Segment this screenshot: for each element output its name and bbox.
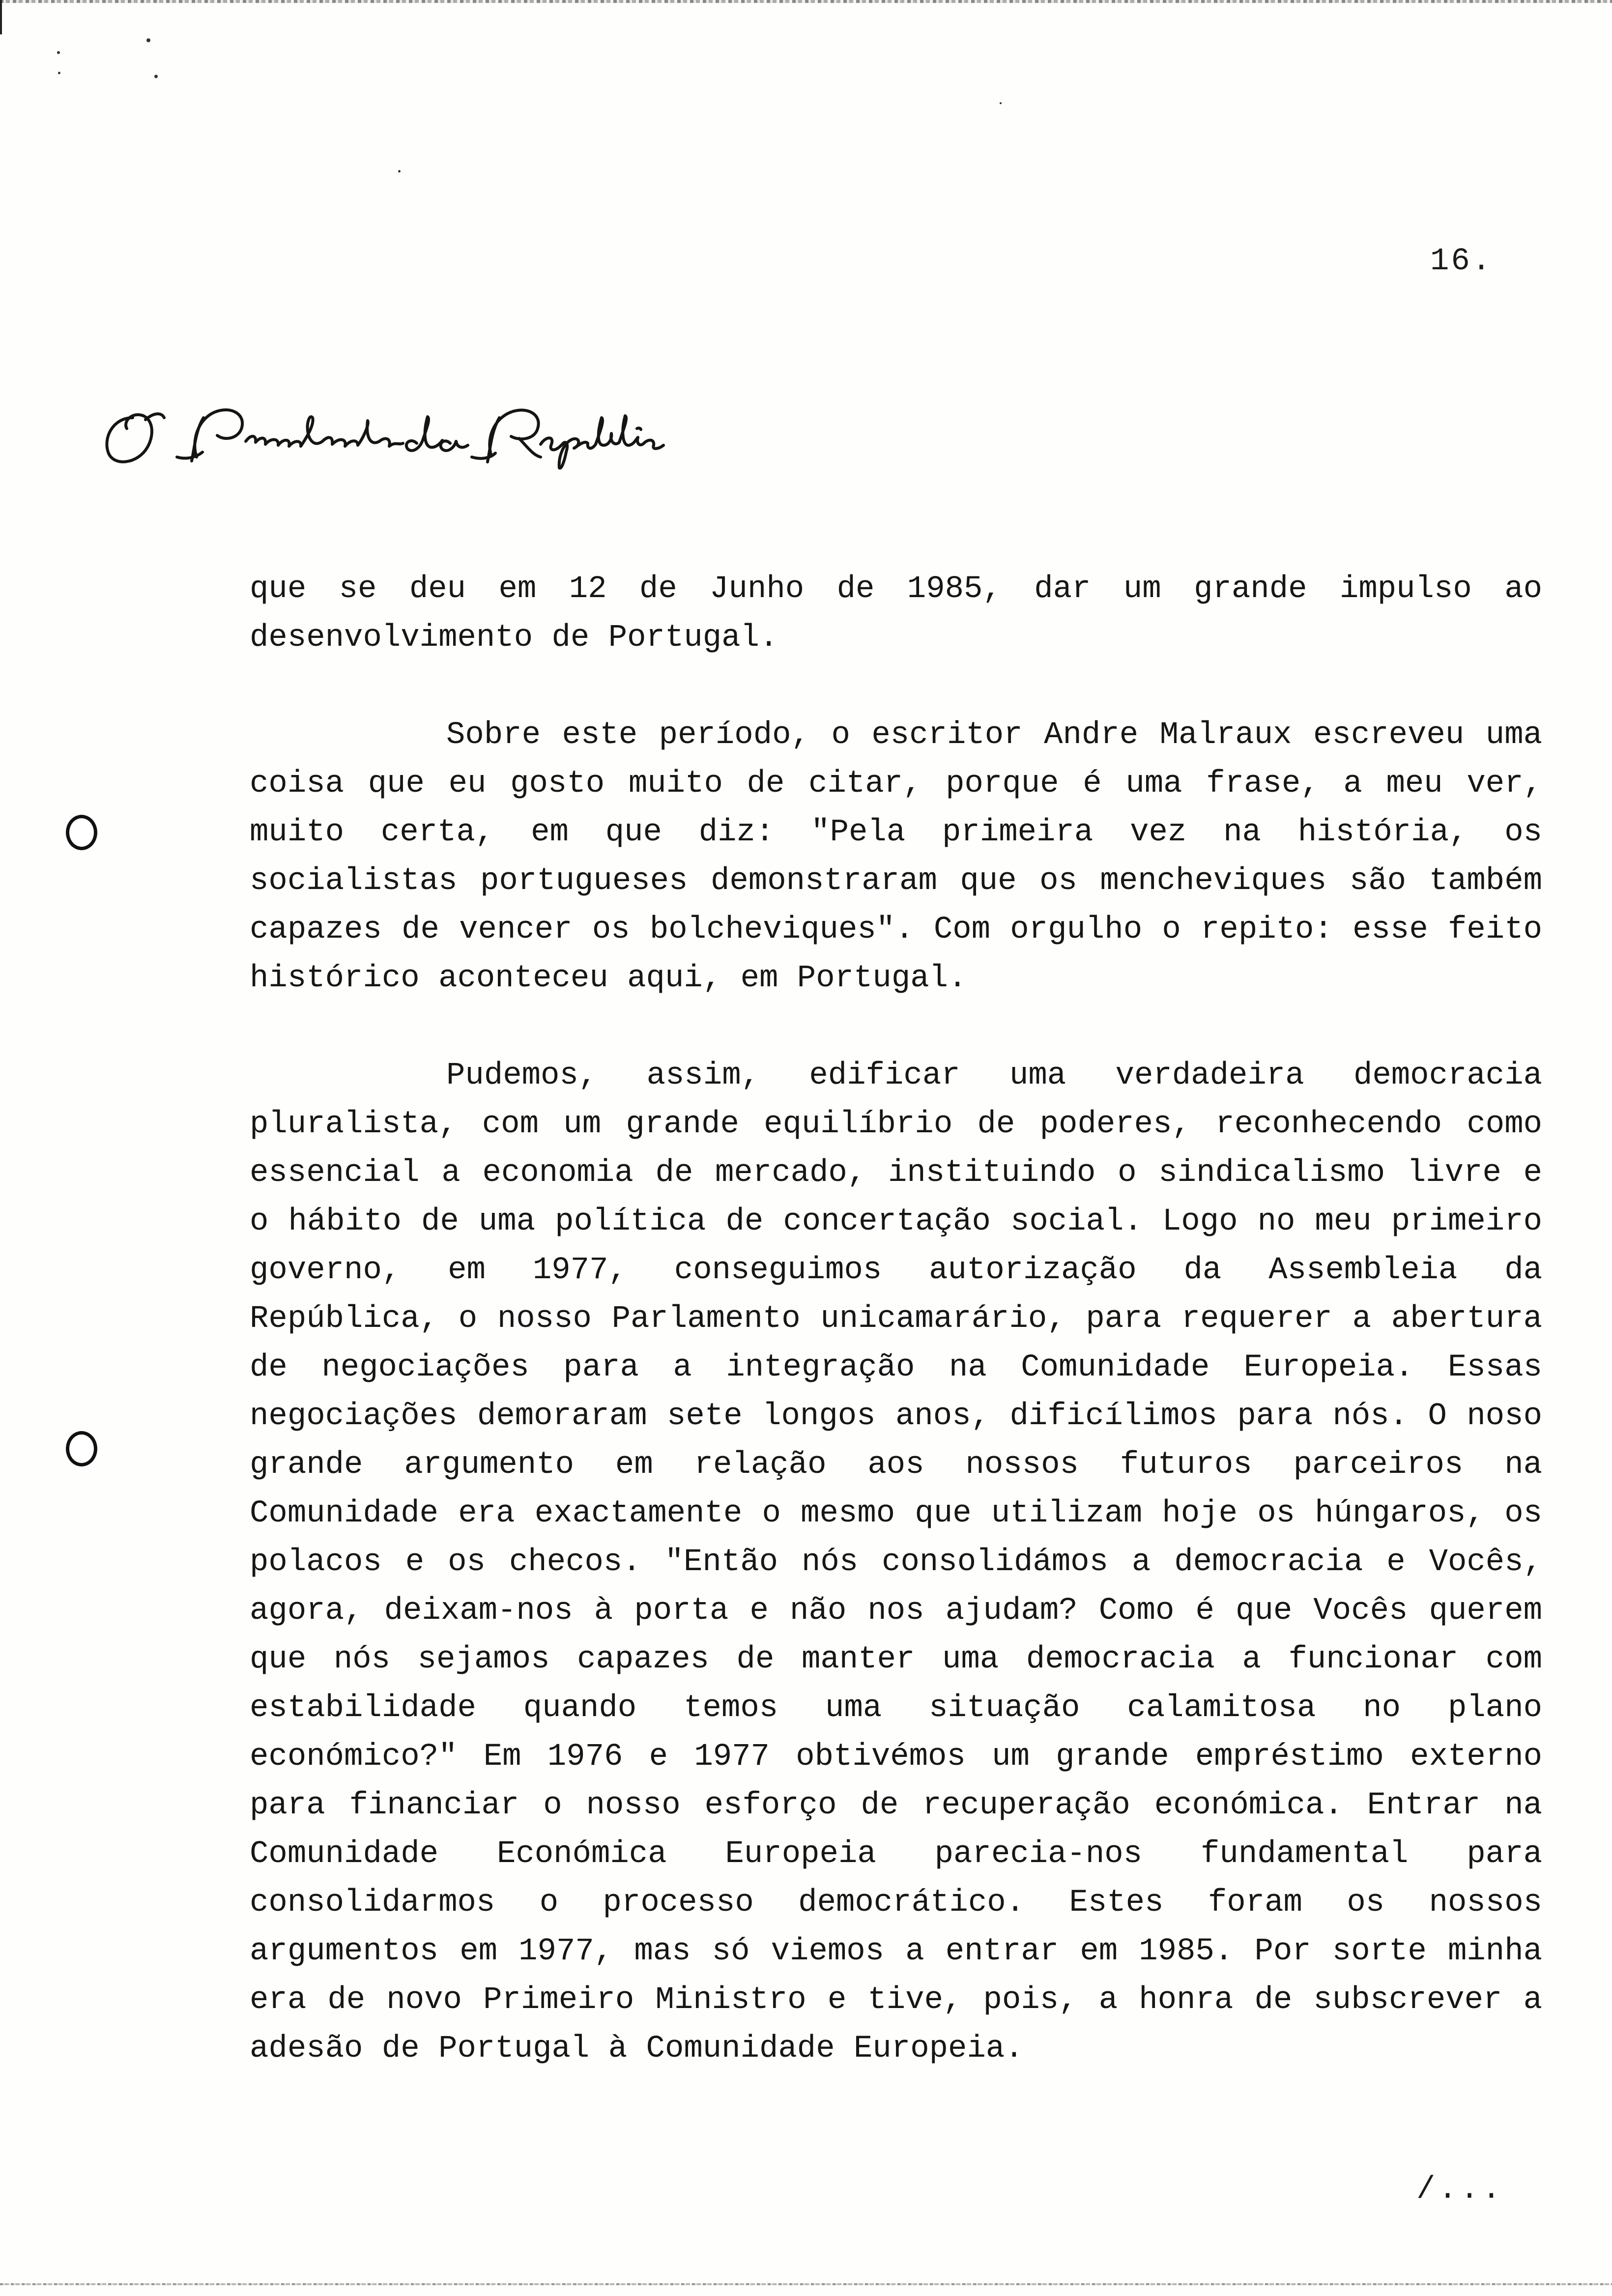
punch-hole-lower bbox=[66, 1431, 97, 1466]
page-number: 16. bbox=[1430, 244, 1493, 279]
scan-speck bbox=[154, 75, 158, 78]
punch-hole-upper bbox=[66, 815, 97, 850]
scan-speck bbox=[57, 51, 60, 54]
scan-speck bbox=[1000, 102, 1002, 104]
scan-left-edge bbox=[0, 0, 2, 34]
letterhead-script-image bbox=[98, 383, 678, 472]
scan-speck bbox=[146, 38, 150, 42]
continuation-mark: /... bbox=[1416, 2172, 1504, 2208]
letter-body bbox=[250, 565, 1542, 2073]
letterhead-signature bbox=[98, 383, 678, 472]
scan-top-edge bbox=[0, 0, 1612, 3]
scan-speck bbox=[398, 170, 401, 172]
paragraph-european-integration: Pudemos, assim, edificar uma verdadeira democracia pluralista, com um grande equilíbrio de poderes, reconhecendo como essencial a economia de mercado, instituindo o sindicalismo livre e o hábito de uma política de concertação social. Logo no meu primeiro governo, em 1977, conseguimos autorização da Assembleia da República, o nosso Parlamento unicamarário, para requerer a abertura de negociações para a integração na Comunidade Europeia. Essas negociações demoraram sete longos anos, dificílimos para nós. O noso grande argumento em relação aos nossos futuros parceiros na Comunidade era exactamente o mesmo que utilizam hoje os húngaros, os polacos e os checos. "Então nós consolidámos a democracia e Vocês, agora, deixam-nos à porta e não nos ajudam? Como é que Vocês querem que nós sejamos capazes de manter uma democracia a funcionar com estabilidade quando temos uma situação calamitosa no plano económico?" Em 1976 e 1977 obtivémos um grande empréstimo externo para financiar o nosso esforço de recuperação económica. Entrar na Comunidade Económica Europeia parecia-nos fundamental para consolidarmos o processo democrático. Estes foram os nossos argumentos em 1977, mas só viemos a entrar em 1985. Por sorte minha era de novo Primeiro Ministro e tive, pois, a honra de subscrever a adesão de Portugal à Comunidade Europeia. bbox=[250, 1058, 1542, 2066]
scan-bottom-edge bbox=[0, 2283, 1612, 2285]
paragraph-continuation: que se deu em 12 de Junho de 1985, dar um grande impulso ao desenvolvimento de Portugal. bbox=[250, 572, 1542, 656]
scan-speck bbox=[58, 72, 60, 74]
paragraph-malraux-quote: Sobre este período, o escritor Andre Malraux escreveu uma coisa que eu gosto muito de citar, porque é uma frase, a meu ver, muito certa, em que diz: "Pela primeira vez na história, os socialistas portugueses demonstraram que os mencheviques são também capazes de vencer os bolcheviques". Com orgulho o repito: esse feito histórico aconteceu aqui, em Portugal. bbox=[250, 718, 1542, 996]
